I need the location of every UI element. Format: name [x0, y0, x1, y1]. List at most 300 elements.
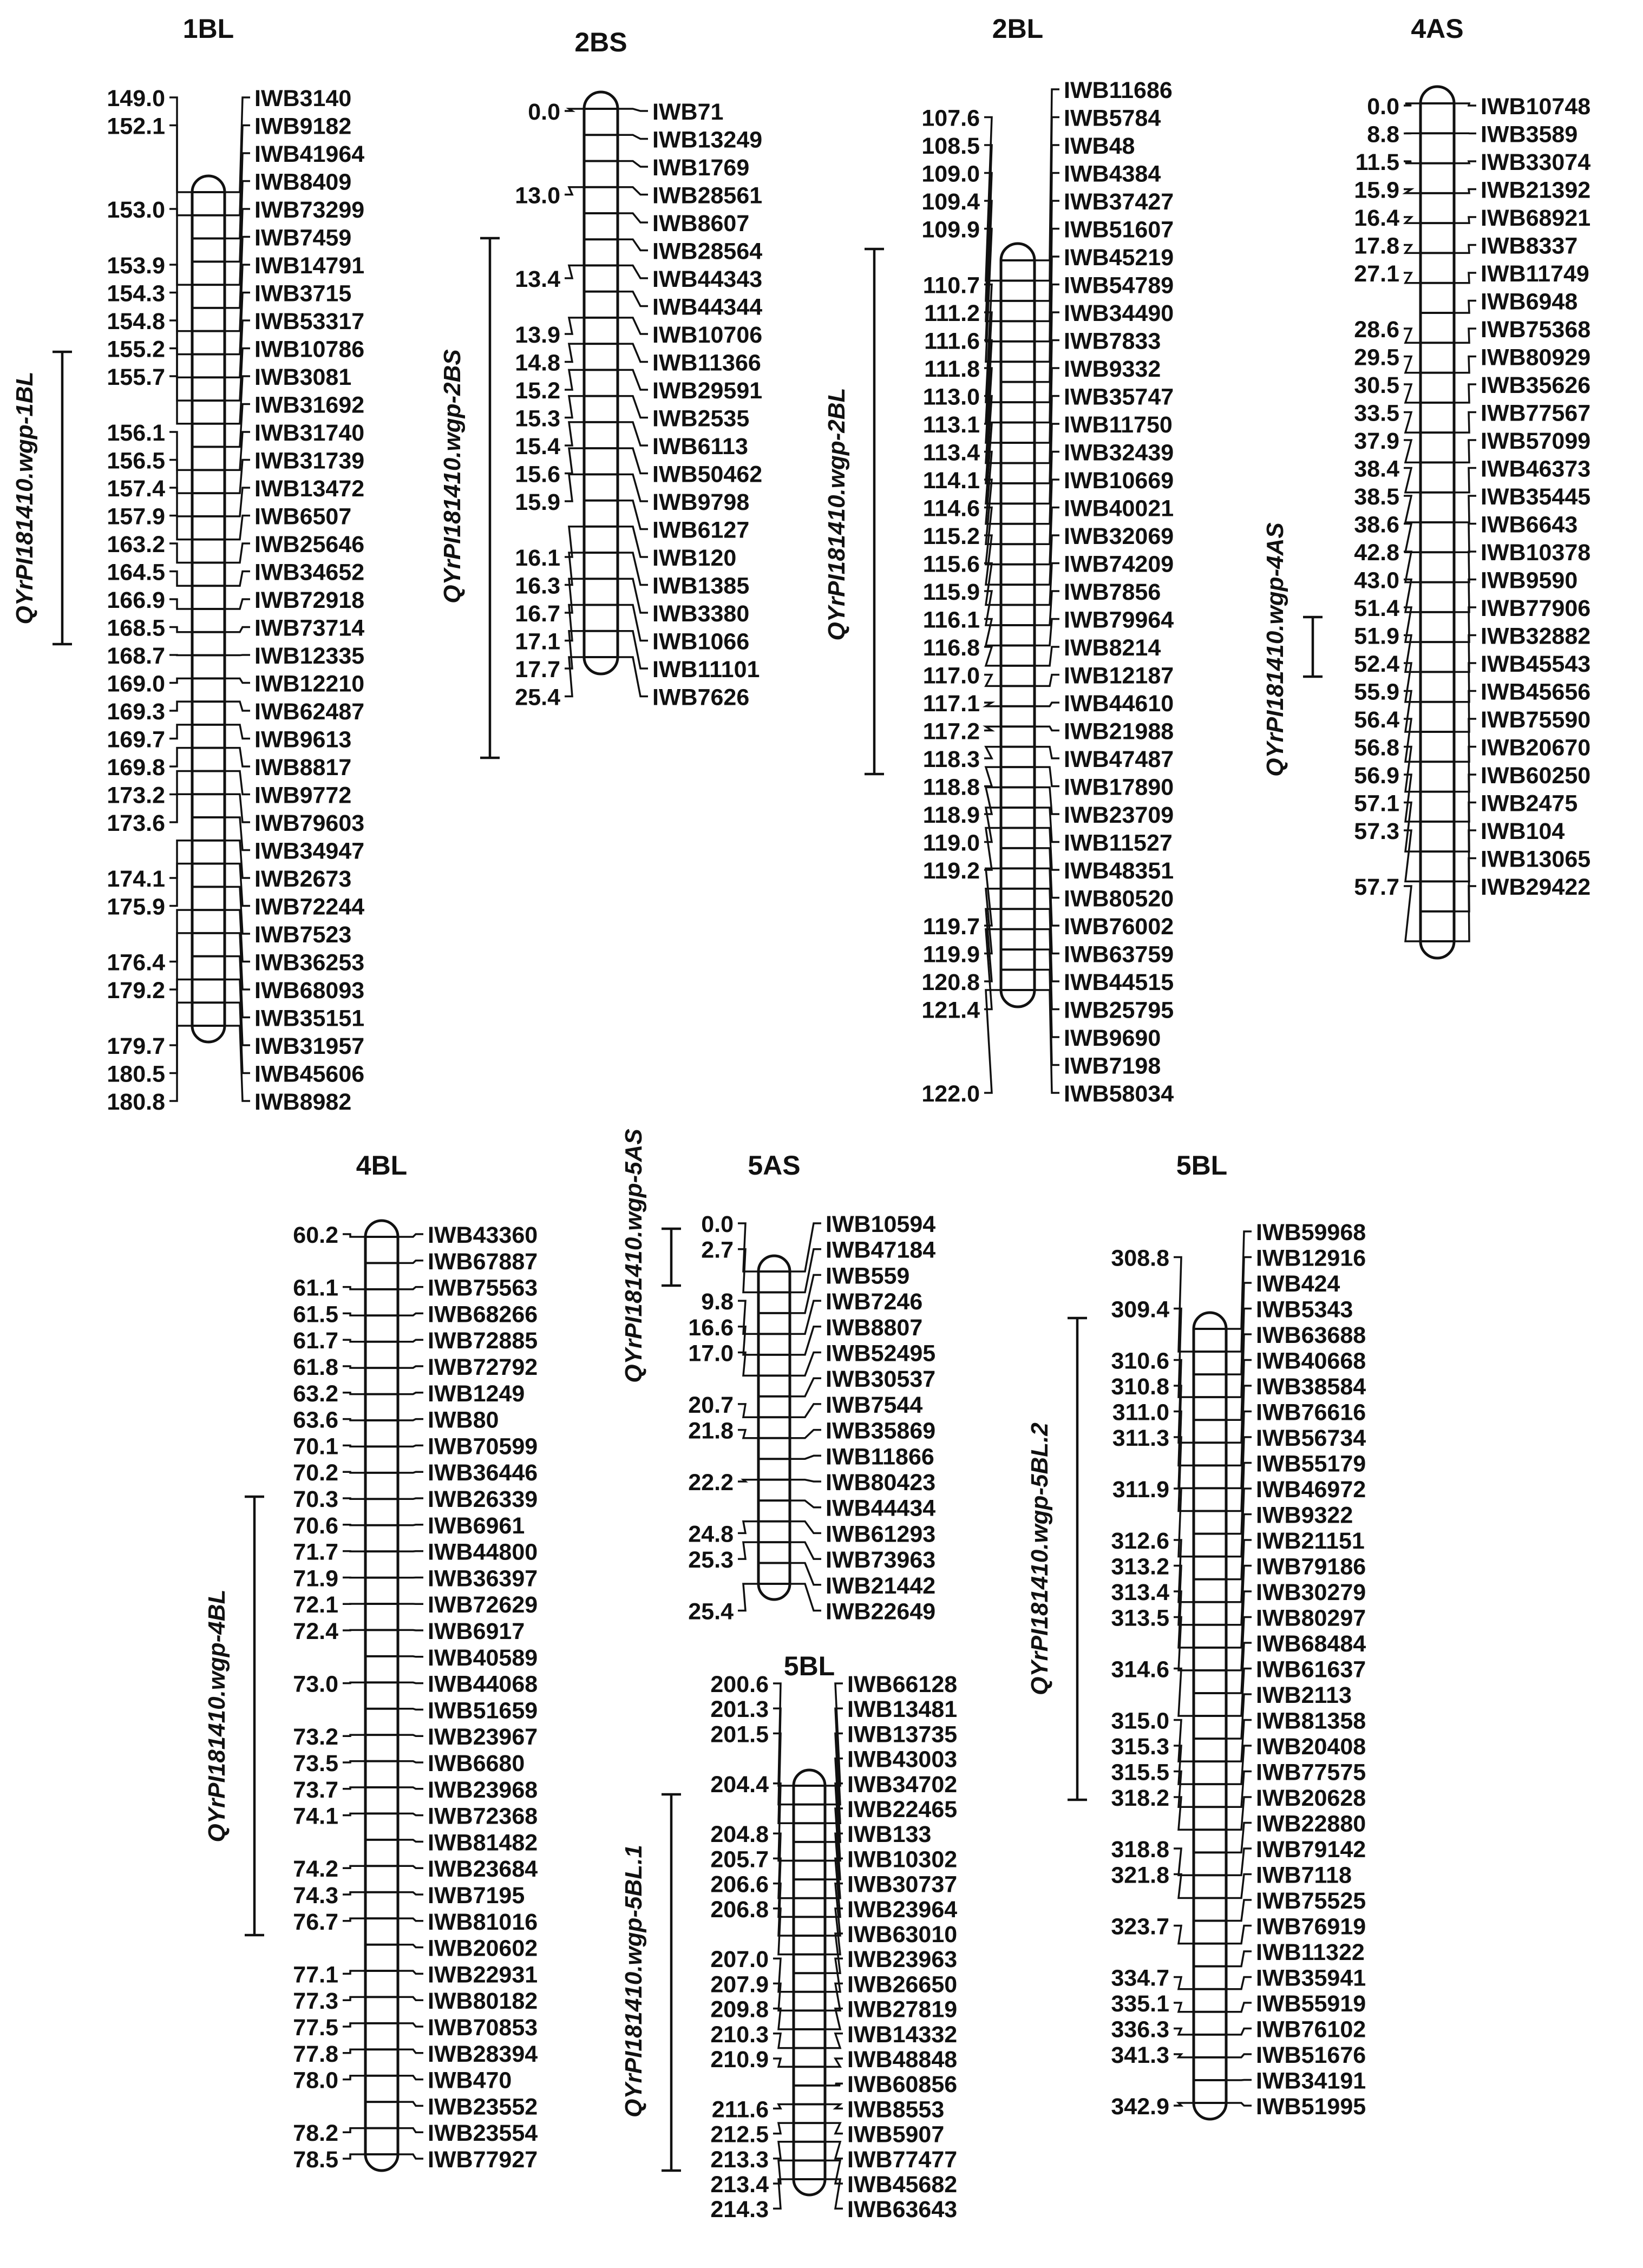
marker-leader: [398, 1261, 423, 1263]
position-leader: [1174, 1540, 1194, 1602]
position-leader: [1404, 161, 1421, 163]
position-leader: [773, 2105, 794, 2109]
marker-leader: [790, 1522, 821, 1533]
marker-leader: [1454, 524, 1476, 553]
marker-position: 13.4: [515, 266, 560, 292]
marker-name: IWB59968: [1256, 1220, 1366, 1246]
marker-leader: [1035, 788, 1059, 814]
marker-leader: [1454, 329, 1476, 343]
marker-name: IWB25646: [254, 532, 364, 558]
marker-leader: [225, 748, 250, 766]
marker-name: IWB1066: [652, 629, 749, 655]
marker-leader: [825, 1708, 843, 1804]
marker-name: IWB12916: [1256, 1246, 1366, 1271]
marker-leader: [1454, 775, 1476, 822]
marker-leader: [1226, 2054, 1252, 2057]
marker-name: IWB9182: [254, 114, 351, 140]
marker-position: 78.0: [293, 2068, 338, 2094]
marker-leader: [1454, 635, 1476, 672]
marker-name: IWB63643: [847, 2197, 957, 2223]
position-leader: [1174, 1257, 1194, 1352]
position-leader: [565, 422, 584, 445]
marker-leader: [225, 543, 250, 562]
marker-name: IWB21442: [826, 1573, 935, 1599]
marker-name: IWB23963: [847, 1946, 957, 1972]
marker-position: 312.6: [1111, 1528, 1169, 1554]
marker-leader: [398, 1340, 423, 1342]
position-leader: [984, 703, 1001, 706]
marker-leader: [1226, 2003, 1252, 2012]
marker-position: 63.2: [293, 1381, 338, 1407]
marker-name: IWB61637: [1256, 1657, 1366, 1683]
marker-position: 213.3: [710, 2147, 769, 2173]
marker-name: IWB10706: [652, 322, 762, 348]
marker-name: IWB9772: [254, 783, 351, 809]
marker-name: IWB13249: [652, 127, 762, 153]
marker-position: 175.9: [107, 894, 165, 920]
marker-name: IWB7246: [826, 1289, 922, 1315]
marker-name: IWB22931: [428, 1962, 538, 1988]
position-leader: [773, 1733, 794, 1823]
marker-name: IWB63010: [847, 1922, 957, 1948]
marker-name: IWB58034: [1064, 1081, 1174, 1107]
marker-position: 56.9: [1354, 763, 1399, 789]
marker-position: 37.9: [1354, 428, 1399, 454]
marker-name: IWB23709: [1064, 802, 1174, 828]
marker-position: 73.2: [293, 1724, 338, 1750]
marker-name: IWB55919: [1256, 1991, 1366, 2017]
marker-leader: [1226, 1977, 1252, 1989]
marker-name: IWB40021: [1064, 496, 1174, 522]
marker-leader: [1226, 1463, 1252, 1534]
marker-name: IWB470: [428, 2068, 512, 2094]
marker-name: IWB77906: [1481, 595, 1590, 621]
position-leader: [343, 1735, 365, 1736]
marker-name: IWB133: [847, 1821, 931, 1847]
marker-position: 149.0: [107, 86, 165, 112]
position-leader: [169, 97, 192, 192]
marker-position: 315.0: [1111, 1708, 1169, 1734]
marker-name: IWB36253: [254, 950, 364, 976]
marker-name: IWB5784: [1064, 106, 1161, 132]
marker-leader: [618, 631, 648, 668]
marker-name: IWB2535: [652, 406, 749, 432]
marker-leader: [225, 1026, 250, 1101]
marker-name: IWB10302: [847, 1846, 957, 1872]
chromosome-title: 2BL: [992, 14, 1043, 44]
marker-leader: [398, 1551, 423, 1552]
position-leader: [773, 1909, 794, 1955]
marker-name: IWB81482: [428, 1830, 538, 1856]
marker-name: IWB34490: [1064, 300, 1174, 326]
position-leader: [1174, 1489, 1194, 1557]
marker-position: 61.8: [293, 1354, 338, 1380]
marker-position: 16.4: [1354, 205, 1399, 231]
marker-name: IWB60250: [1481, 763, 1590, 789]
marker-name: IWB11527: [1064, 830, 1173, 856]
marker-name: IWB60856: [847, 2072, 957, 2097]
marker-name: IWB32069: [1064, 523, 1174, 549]
marker-name: IWB12210: [254, 671, 364, 697]
marker-name: IWB6917: [428, 1618, 525, 1644]
marker-position: 42.8: [1354, 540, 1399, 566]
marker-position: 8.8: [1367, 122, 1399, 148]
marker-name: IWB28561: [652, 183, 762, 209]
marker-position: 27.1: [1354, 261, 1399, 287]
marker-name: IWB48848: [847, 2047, 957, 2073]
marker-name: IWB33074: [1481, 149, 1590, 175]
marker-name: IWB9690: [1064, 1025, 1161, 1051]
marker-leader: [618, 135, 648, 139]
chromosome-body: [365, 1221, 398, 2171]
position-leader: [565, 344, 584, 362]
marker-leader: [1035, 145, 1059, 301]
marker-position: 77.3: [293, 1988, 338, 2014]
marker-name: IWB70853: [428, 2015, 538, 2041]
marker-leader: [1454, 858, 1476, 912]
marker-name: IWB120: [652, 545, 736, 571]
marker-leader: [398, 1287, 423, 1289]
qtl-label: QYrPI181410.wgp-2BL: [823, 388, 850, 640]
marker-position: 155.7: [107, 364, 165, 390]
marker-name: IWB76919: [1256, 1914, 1366, 1940]
marker-name: IWB10786: [254, 337, 364, 363]
marker-leader: [1035, 949, 1059, 1037]
marker-position: 156.1: [107, 420, 165, 446]
marker-name: IWB38584: [1256, 1374, 1366, 1400]
marker-leader: [225, 910, 250, 961]
marker-position: 0.0: [1367, 94, 1399, 120]
marker-position: 209.8: [710, 1997, 769, 2023]
chromosome-4bl: [204, 1150, 538, 2173]
position-leader: [1404, 384, 1421, 403]
marker-position: 9.8: [701, 1289, 734, 1315]
marker-position: 311.9: [1112, 1477, 1169, 1503]
position-leader: [1174, 1746, 1194, 1784]
marker-position: 341.3: [1111, 2042, 1169, 2068]
marker-name: IWB20628: [1256, 1785, 1366, 1811]
marker-position: 313.5: [1111, 1605, 1169, 1631]
position-leader: [169, 572, 192, 586]
position-leader: [565, 265, 584, 278]
marker-leader: [1454, 747, 1476, 792]
marker-name: IWB2673: [254, 866, 351, 892]
position-leader: [1174, 1591, 1194, 1648]
chromosome-body: [584, 92, 618, 674]
marker-position: 180.5: [107, 1061, 165, 1087]
marker-position: 152.1: [107, 114, 165, 140]
marker-position: 207.9: [710, 1971, 769, 1997]
position-leader: [169, 794, 192, 822]
marker-name: IWB12335: [254, 643, 364, 669]
marker-position: 61.5: [293, 1301, 338, 1327]
marker-position: 117.2: [923, 719, 980, 745]
marker-name: IWB5907: [847, 2122, 944, 2148]
chromosome-2bs: [439, 27, 762, 758]
marker-name: IWB7198: [1064, 1053, 1161, 1079]
marker-name: IWB72629: [428, 1592, 538, 1618]
marker-leader: [618, 396, 648, 418]
position-leader: [738, 1301, 758, 1334]
position-leader: [1174, 1360, 1194, 1443]
marker-position: 156.5: [107, 448, 165, 474]
marker-leader: [225, 1002, 250, 1073]
marker-name: IWB68921: [1481, 205, 1590, 231]
marker-name: IWB7523: [254, 922, 351, 948]
marker-leader: [1454, 245, 1476, 253]
marker-position: 114.6: [923, 496, 980, 522]
marker-name: IWB6643: [1481, 512, 1577, 538]
marker-name: IWB55179: [1256, 1451, 1366, 1477]
marker-leader: [825, 1683, 843, 1786]
marker-position: 70.2: [293, 1460, 338, 1486]
marker-name: IWB80929: [1481, 345, 1590, 371]
marker-leader: [618, 344, 648, 362]
marker-name: IWB11750: [1064, 412, 1173, 438]
marker-name: IWB51659: [428, 1697, 538, 1723]
marker-leader: [398, 1892, 423, 1895]
marker-leader: [618, 292, 648, 306]
marker-leader: [398, 2128, 423, 2133]
position-leader: [169, 488, 192, 516]
position-leader: [169, 627, 192, 632]
marker-position: 169.7: [107, 727, 165, 753]
chromosome-title: 1BL: [183, 14, 234, 44]
marker-leader: [1454, 719, 1476, 762]
marker-name: IWB54789: [1064, 273, 1174, 299]
marker-position: 76.7: [293, 1909, 338, 1935]
position-leader: [1174, 2054, 1194, 2057]
marker-leader: [1454, 412, 1476, 433]
position-leader: [773, 1683, 794, 1786]
marker-position: 60.2: [293, 1222, 338, 1248]
marker-leader: [398, 1419, 423, 1420]
position-leader: [343, 2076, 365, 2080]
marker-position: 57.3: [1354, 818, 1399, 844]
marker-name: IWB45656: [1481, 679, 1590, 705]
marker-leader: [225, 655, 250, 656]
position-leader: [1404, 468, 1421, 493]
marker-leader: [1035, 591, 1059, 625]
marker-name: IWB76102: [1256, 2017, 1366, 2043]
position-leader: [738, 1522, 758, 1533]
chromosome-5as: [620, 1129, 935, 1624]
marker-leader: [1035, 285, 1059, 403]
marker-leader: [790, 1378, 821, 1397]
position-leader: [984, 990, 1001, 1093]
marker-name: IWB46972: [1256, 1477, 1366, 1503]
marker-position: 17.1: [515, 629, 560, 655]
marker-name: IWB35151: [254, 1006, 364, 1032]
marker-position: 109.0: [921, 161, 980, 187]
marker-name: IWB20408: [1256, 1734, 1366, 1760]
marker-leader: [825, 1833, 843, 1898]
marker-position: 118.8: [923, 775, 980, 801]
marker-position: 77.8: [293, 2041, 338, 2067]
marker-name: IWB77575: [1256, 1760, 1366, 1786]
marker-name: IWB47184: [826, 1237, 935, 1263]
marker-leader: [825, 2034, 843, 2048]
marker-name: IWB2475: [1481, 791, 1577, 817]
marker-leader: [1226, 1926, 1252, 1944]
marker-leader: [398, 1945, 423, 1948]
marker-name: IWB72918: [254, 587, 364, 613]
marker-leader: [618, 109, 648, 111]
marker-name: IWB63759: [1064, 942, 1174, 968]
marker-leader: [1035, 848, 1059, 898]
marker-leader: [225, 488, 250, 516]
position-leader: [169, 910, 192, 961]
position-leader: [984, 747, 1001, 758]
marker-name: IWB53317: [254, 309, 364, 335]
marker-leader: [790, 1404, 821, 1417]
marker-leader: [790, 1500, 821, 1507]
marker-name: IWB81016: [428, 1909, 538, 1935]
marker-name: IWB23684: [428, 1856, 538, 1882]
marker-name: IWB20670: [1481, 735, 1590, 761]
marker-position: 17.0: [688, 1341, 734, 1367]
marker-leader: [618, 239, 648, 250]
marker-leader: [618, 474, 648, 501]
marker-name: IWB104: [1481, 818, 1565, 844]
marker-position: 157.9: [107, 504, 165, 530]
position-leader: [1174, 1874, 1194, 1898]
marker-name: IWB1249: [428, 1381, 525, 1407]
qtl-label: QYrPI181410.wgp-1BL: [11, 371, 38, 624]
marker-leader: [398, 1840, 423, 1842]
position-leader: [565, 474, 584, 501]
marker-position: 315.3: [1111, 1734, 1169, 1760]
marker-leader: [618, 265, 648, 278]
marker-name: IWB77477: [847, 2147, 957, 2173]
marker-position: 15.3: [515, 406, 560, 432]
marker-leader: [398, 2102, 423, 2106]
position-leader: [343, 1682, 365, 1683]
marker-leader: [398, 1866, 423, 1868]
marker-leader: [1035, 89, 1059, 260]
marker-leader: [398, 1313, 423, 1315]
marker-position: 116.8: [923, 635, 980, 661]
marker-leader: [398, 2049, 423, 2053]
marker-leader: [225, 126, 250, 215]
marker-name: IWB43003: [847, 1747, 957, 1773]
position-leader: [343, 1892, 365, 1895]
marker-name: IWB559: [826, 1263, 909, 1289]
marker-leader: [1454, 663, 1476, 702]
marker-position: 71.7: [293, 1539, 338, 1565]
marker-name: IWB8982: [254, 1089, 351, 1115]
position-leader: [773, 2123, 794, 2133]
position-leader: [169, 864, 192, 906]
chromosome-title: 5AS: [748, 1150, 800, 1181]
marker-name: IWB72792: [428, 1354, 538, 1380]
marker-leader: [398, 1971, 423, 1974]
marker-name: IWB76616: [1256, 1400, 1366, 1426]
marker-leader: [1035, 703, 1059, 706]
position-leader: [1404, 412, 1421, 433]
position-leader: [1404, 217, 1421, 223]
marker-name: IWB26650: [847, 1971, 957, 1997]
marker-leader: [1454, 830, 1476, 881]
marker-leader: [790, 1353, 821, 1376]
qtl-label: QYrPI181410.wgp-4BL: [204, 1589, 230, 1842]
position-leader: [773, 2142, 794, 2159]
position-leader: [984, 647, 1001, 666]
marker-position: 20.7: [688, 1392, 734, 1418]
position-leader: [1404, 552, 1421, 582]
marker-leader: [618, 448, 648, 473]
marker-position: 173.2: [107, 783, 165, 809]
marker-leader: [1226, 1720, 1252, 1762]
marker-name: IWB20602: [428, 1936, 538, 1962]
marker-leader: [825, 2083, 843, 2086]
position-leader: [1174, 1412, 1194, 1489]
marker-name: IWB80297: [1256, 1605, 1366, 1631]
marker-name: IWB45682: [847, 2172, 957, 2198]
position-leader: [738, 1584, 758, 1611]
marker-position: 15.9: [1354, 178, 1399, 204]
marker-position: 318.8: [1111, 1837, 1169, 1863]
marker-leader: [398, 1498, 423, 1499]
marker-leader: [1035, 970, 1059, 1065]
marker-leader: [1226, 1772, 1252, 1807]
marker-leader: [1226, 2029, 1252, 2035]
marker-name: IWB2113: [1256, 1682, 1352, 1708]
marker-leader: [1035, 675, 1059, 686]
marker-name: IWB7626: [652, 685, 749, 711]
marker-name: IWB6961: [428, 1513, 525, 1539]
marker-position: 119.7: [923, 914, 980, 940]
marker-position: 16.3: [515, 573, 560, 599]
marker-leader: [1226, 1360, 1252, 1443]
marker-name: IWB3140: [254, 86, 351, 112]
marker-position: 120.8: [921, 969, 980, 995]
marker-position: 13.0: [515, 183, 560, 209]
marker-leader: [825, 2009, 843, 2029]
position-leader: [565, 657, 584, 697]
marker-leader: [398, 1709, 423, 1710]
marker-name: IWB35445: [1481, 484, 1590, 510]
marker-position: 17.7: [515, 657, 560, 683]
position-leader: [773, 1983, 794, 2010]
position-leader: [984, 828, 1001, 870]
marker-name: IWB36397: [428, 1565, 538, 1591]
marker-name: IWB10594: [826, 1211, 935, 1237]
marker-leader: [1226, 1746, 1252, 1784]
marker-leader: [225, 956, 250, 1018]
marker-position: 310.8: [1111, 1374, 1169, 1400]
marker-name: IWB76002: [1064, 914, 1174, 940]
marker-name: IWB8807: [826, 1315, 922, 1341]
position-leader: [343, 1313, 365, 1315]
marker-position: 214.3: [710, 2197, 769, 2223]
marker-position: 323.7: [1111, 1914, 1169, 1940]
marker-position: 74.3: [293, 1883, 338, 1909]
marker-name: IWB22465: [847, 1797, 957, 1823]
marker-leader: [1226, 1591, 1252, 1648]
marker-leader: [398, 1761, 423, 1762]
position-leader: [343, 1340, 365, 1342]
marker-position: 0.0: [528, 99, 560, 125]
position-leader: [738, 1223, 758, 1271]
marker-name: IWB51676: [1256, 2042, 1366, 2068]
chromosome-2bl: [823, 14, 1174, 1107]
chromosome-1bl: [11, 14, 364, 1115]
marker-position: 117.0: [923, 663, 980, 689]
position-leader: [1174, 1437, 1194, 1511]
position-leader: [1404, 440, 1421, 462]
position-leader: [1174, 1772, 1194, 1807]
